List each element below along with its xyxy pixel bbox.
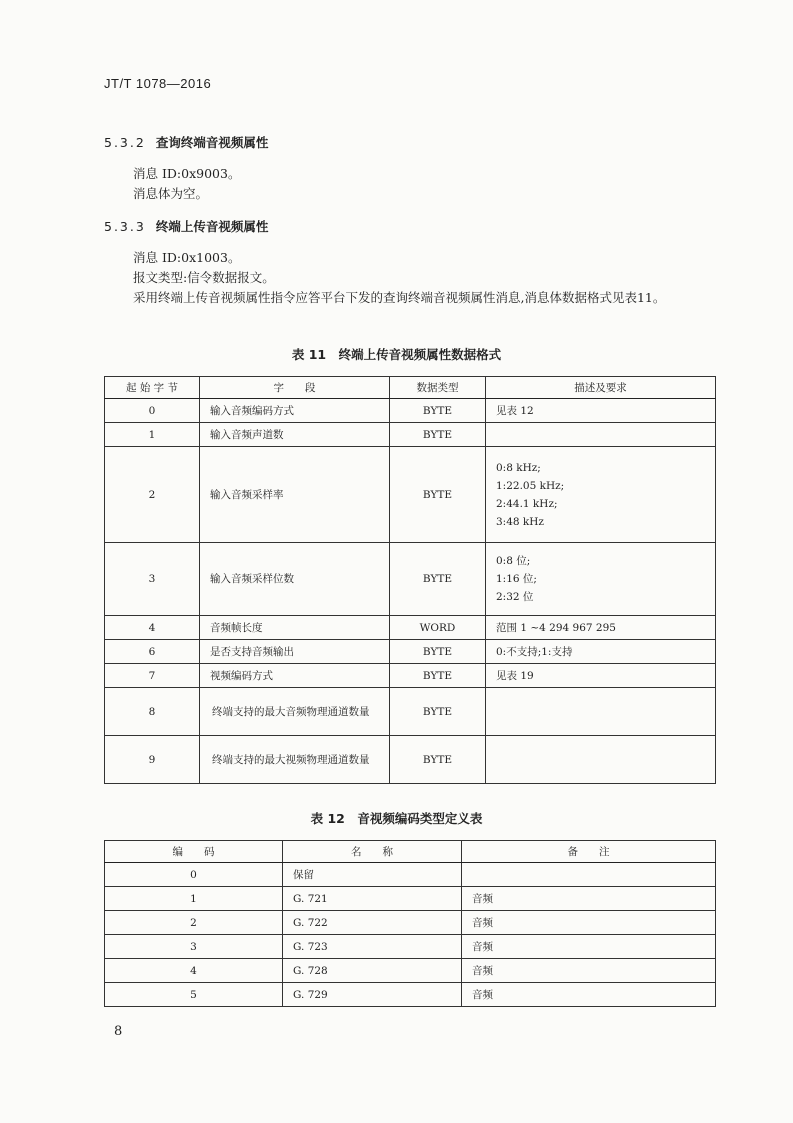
table-row [105, 543, 716, 616]
description-line: 1:16 位; [496, 573, 537, 585]
cell-start-byte: 7 [105, 664, 200, 688]
table-12 [104, 840, 716, 1007]
cell-code: 1 [105, 887, 283, 911]
section-532-title: 查询终端音视频属性 [155, 135, 269, 150]
cell-name: 保留 [283, 863, 462, 887]
cell-note: 音频 [462, 959, 716, 983]
cell-description [486, 543, 716, 616]
cell-code: 0 [105, 863, 283, 887]
description-line: 范围 1 ~4 294 967 295 [496, 621, 616, 634]
cell-data-type: BYTE [390, 399, 486, 423]
table-header-row [105, 377, 716, 399]
description-line: 0:不支持;1:支持 [496, 645, 573, 658]
section-532-line: 消息体为空。 [133, 186, 209, 201]
cell-note [462, 863, 716, 887]
cell-data-type: BYTE [390, 664, 486, 688]
cell-description [486, 447, 716, 543]
cell-data-type: BYTE [390, 543, 486, 616]
description-line: 0:8 kHz; [496, 461, 541, 474]
cell-description [486, 688, 716, 736]
section-532-heading [104, 133, 268, 151]
cell-description [486, 423, 716, 447]
cell-name: G. 722 [283, 911, 462, 935]
column-header: 名 称 [283, 841, 462, 863]
cell-code: 4 [105, 959, 283, 983]
cell-start-byte: 8 [105, 688, 200, 736]
cell-field: 视频编码方式 [200, 664, 390, 688]
description-line: 3:48 kHz [496, 515, 544, 528]
cell-data-type: BYTE [390, 688, 486, 736]
description-line: 见表 19 [496, 669, 534, 682]
section-532-line: 消息 ID:0x9003。 [133, 166, 241, 181]
column-header: 起 始 字 节 [105, 377, 200, 399]
table-row [105, 887, 716, 911]
cell-start-byte: 0 [105, 399, 200, 423]
cell-code: 2 [105, 911, 283, 935]
cell-description [486, 664, 716, 688]
description-line: 1:22.05 kHz; [496, 479, 565, 492]
table-row [105, 447, 716, 543]
cell-field: 输入音频编码方式 [200, 399, 390, 423]
cell-description [486, 616, 716, 640]
section-533-number: 5.3.3 [104, 219, 146, 234]
table-header-row [105, 841, 716, 863]
cell-start-byte: 6 [105, 640, 200, 664]
description-line: 0:8 位; [496, 555, 531, 567]
table-row [105, 959, 716, 983]
section-533-line: 报文类型:信令数据报文。 [133, 270, 275, 285]
section-533-heading [104, 217, 268, 235]
column-header: 备 注 [462, 841, 716, 863]
cell-start-byte: 3 [105, 543, 200, 616]
cell-field: 输入音频采样率 [200, 447, 390, 543]
cell-data-type: BYTE [390, 640, 486, 664]
table-row [105, 736, 716, 784]
cell-start-byte: 4 [105, 616, 200, 640]
column-header: 数据类型 [390, 377, 486, 399]
cell-field: 输入音频声道数 [200, 423, 390, 447]
table-row [105, 935, 716, 959]
cell-note: 音频 [462, 935, 716, 959]
cell-field: 终端支持的最大视频物理通道数量 [200, 736, 390, 784]
cell-code: 5 [105, 983, 283, 1007]
description-line: 2:32 位 [496, 591, 534, 603]
cell-name: G. 723 [283, 935, 462, 959]
cell-name: G. 721 [283, 887, 462, 911]
table-row [105, 688, 716, 736]
cell-data-type: BYTE [390, 447, 486, 543]
column-header: 编 码 [105, 841, 283, 863]
cell-note: 音频 [462, 911, 716, 935]
table-11 [104, 376, 716, 784]
table-12-title: 表 12 音视频编码类型定义表 [310, 811, 483, 826]
section-533-line: 消息 ID:0x1003。 [133, 250, 241, 265]
cell-data-type: WORD [390, 616, 486, 640]
cell-note: 音频 [462, 887, 716, 911]
table-row [105, 983, 716, 1007]
table-row [105, 640, 716, 664]
cell-field: 输入音频采样位数 [200, 543, 390, 616]
table-row [105, 399, 716, 423]
cell-name: G. 729 [283, 983, 462, 1007]
table-row [105, 664, 716, 688]
cell-description [486, 640, 716, 664]
description-line: 2:44.1 kHz; [496, 497, 558, 510]
cell-data-type: BYTE [390, 736, 486, 784]
cell-description [486, 399, 716, 423]
description-line: 见表 12 [496, 404, 534, 417]
table-row [105, 863, 716, 887]
table-11-title: 表 11 终端上传音视频属性数据格式 [291, 347, 502, 362]
section-533-paragraph: 采用终端上传音视频属性指令应答平台下发的查询终端音视频属性消息,消息体数据格式见表11。 [133, 290, 666, 305]
cell-data-type: BYTE [390, 423, 486, 447]
cell-description [486, 736, 716, 784]
cell-start-byte: 9 [105, 736, 200, 784]
cell-start-byte: 1 [105, 423, 200, 447]
table-row [105, 423, 716, 447]
cell-start-byte: 2 [105, 447, 200, 543]
table-row [105, 616, 716, 640]
section-532-number: 5.3.2 [104, 135, 146, 150]
section-533-title: 终端上传音视频属性 [155, 219, 269, 234]
standard-code: JT/T 1078—2016 [104, 76, 212, 91]
table-row [105, 911, 716, 935]
column-header: 字 段 [200, 377, 390, 399]
column-header: 描述及要求 [486, 377, 716, 399]
page-number: 8 [114, 1024, 123, 1039]
cell-name: G. 728 [283, 959, 462, 983]
cell-code: 3 [105, 935, 283, 959]
cell-field: 终端支持的最大音频物理通道数量 [200, 688, 390, 736]
cell-field: 音频帧长度 [200, 616, 390, 640]
cell-note: 音频 [462, 983, 716, 1007]
cell-field: 是否支持音频输出 [200, 640, 390, 664]
